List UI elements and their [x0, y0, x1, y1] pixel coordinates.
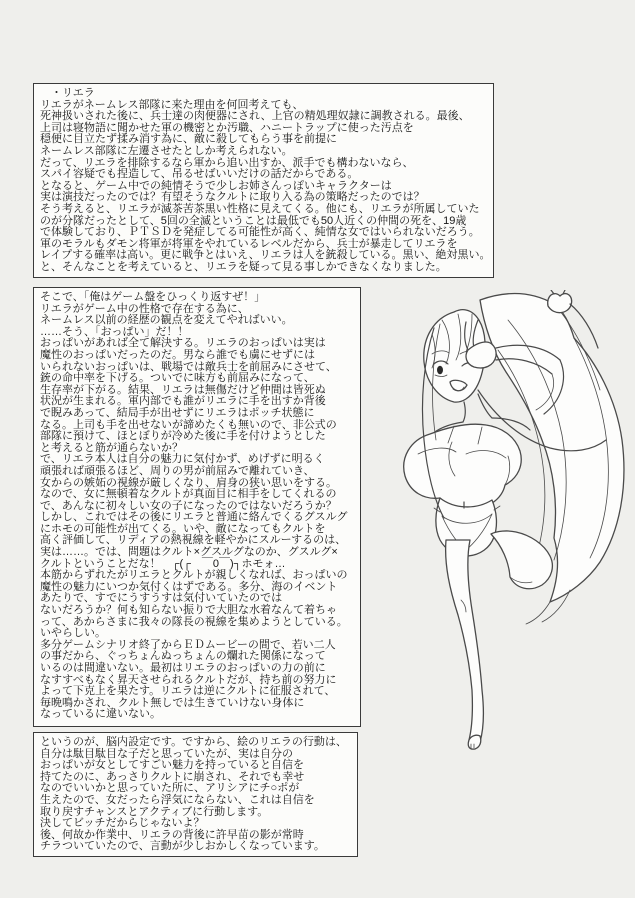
- text-line: 生存率が下がる。結果、リエラは無傷だけど仲間は皆死ぬ: [40, 383, 326, 396]
- text-line: 女からの嫉妬の視線が厳しくなり、肩身の狭い思いをする。: [40, 476, 337, 489]
- text-line: いるのは間違いない。最初はリエラのおっぱいの力の前に: [40, 662, 326, 674]
- text-line: 実は……。では、問題はクルト×グスルグなのか、グスルグ×: [40, 546, 338, 559]
- bikini-girl-drawing: [358, 290, 635, 750]
- text-line: 魔性の魅力にいつか気付くはずである。多分、海のイベント: [40, 580, 338, 593]
- text-line: 死神扱いされた後に、兵士達の肉便器にされ、上官の精処理奴隷に調教される。最後、: [40, 110, 470, 123]
- text-line: のが分隊だったとして、5回の全滅ということは最低でも50人近くの仲間の死を、19歳: [40, 214, 467, 227]
- text-line: 生えたので、女だったら浮気にならない、これは自信を: [40, 793, 315, 806]
- text-line: って、あからさまに我々の隊長の視線を集めようとしている。: [40, 615, 348, 628]
- text-line: 部隊に預けて、ほとぼりが冷めた後に手を付けようとした: [40, 430, 326, 443]
- text-line: おっぱいがあれば全て解決する。リエラのおっぱいは実は: [40, 337, 326, 350]
- text-line: 魔性のおっぱいだったのだ。男なら誰でも虜にせずには: [40, 348, 315, 361]
- text-line: リエラがゲーム中の性格で存在する為に、: [40, 302, 249, 315]
- text-block-oppai-theory: [33, 287, 361, 727]
- text-line: というのが、脳内設定です。ですから、絵のリエラの行動は、: [40, 736, 347, 748]
- text-line: スパイ容疑でも捏造して、吊るせばいいだけの話だからである。: [40, 168, 359, 181]
- text-line: なっているに違いない。: [40, 708, 161, 721]
- text-block-riela-intro: [33, 83, 494, 278]
- text-line: となると、ゲーム中での純情そうで少しお姉さんっぽいキャラクターは: [40, 179, 392, 192]
- text-line: なのでいいかと思っていた所に、アリシアにチ○ポが: [40, 782, 300, 795]
- text-line: 銃の命中率を下げる。ついでに味方も前屈みになって、: [40, 372, 315, 385]
- text-line: おっぱいが女としてすごい魅力を持っていると自信を: [40, 759, 304, 772]
- text-line: 後、何故か作業中、リエラの背後に許早苗の影が常時: [40, 828, 304, 841]
- riela-line-art-illustration: [358, 290, 635, 750]
- text-line: 穏便に目立たず揉み消す為に、敵に殺してもらう事を前提に: [40, 133, 337, 146]
- text-line: と、そんなことを考えていると、リエラを疑って見る事しかできなくなりました。: [40, 260, 447, 273]
- text-line: いられないおっぱいは、戦場では敵兵士を前屈みにさせて、: [40, 360, 337, 373]
- text-line: 上司は寝物語に聞かせた軍の機密とか汚職、ハニートラップに使った汚点を: [40, 121, 414, 134]
- text-line: そう考えると、リエラが滅茶苦茶黒い性格に見えてくる。他にも、リエラが所属していた: [40, 202, 480, 215]
- text-line: なすすべもなく昇天させられるクルトだが、持ち前の努力に: [40, 673, 337, 686]
- text-line: なので、女に無頓着なクルトが真面目に相手をしてくれるの: [40, 488, 337, 501]
- text-line: 高く評価して、リディアの熱視線を軽やかにスルーするのは、: [40, 534, 347, 547]
- text-line: で体験しており、ＰＴＳＤを発症してる可能性が高く、純情な女ではいられないだろう。: [40, 226, 480, 239]
- text-line: チラついていたので、言動が少しおかしくなっています。: [40, 840, 325, 853]
- text-line: あたりで、すでにうすうすは気付いていたのでは: [40, 592, 283, 605]
- text-line: と考えると筋が通らないか？: [40, 441, 183, 454]
- text-line: ネームレス部隊に左遷させたとしか考えられない。: [40, 144, 293, 157]
- text-line: いやらしい。: [40, 627, 106, 640]
- text-line: レイプする確率は高い。更に戦争とはいえ、リエラは人を銃殺している。黒い、絶対黒い。: [40, 249, 491, 262]
- text-line: 取り戻すチャンスとアクティブに行動します。: [40, 805, 269, 818]
- text-line: で、あんなに初々しい女の子になったのではないだろうか？: [40, 499, 337, 512]
- text-line: 頑張れば頑張るほど、周りの男が前屈みで離れていき、: [40, 464, 315, 477]
- text-line: で睨みあって、結局手が出せずにリエラはポッチ状態に: [40, 406, 315, 419]
- text-line: 本筋からずれたがリエラとクルトが親しくなれば、おっぱいの: [40, 569, 348, 582]
- text-block-afterword: [33, 732, 358, 857]
- text-line: にホモの可能性が出てくる。いや、敵になってもクルトを: [40, 522, 326, 535]
- text-line: 多分ゲームシナリオ終了からＥＤムービーの間で、若い二人: [40, 638, 336, 651]
- text-line: しかし、これではその後にリエラと普通に絡んでくるグスルグ: [40, 511, 348, 524]
- text-line: ・リエラ: [40, 87, 95, 99]
- text-line: クルトということだな！ ┌(┌ ￣0￣)┐ホモォ…: [40, 557, 286, 570]
- text-line: 決してビッチだからじゃないよ？: [40, 817, 205, 830]
- text-line: で、リエラ本人は自分の魅力に気付かず、めげずに明るく: [40, 453, 325, 466]
- text-line: ネームレス以前の経歴の観点を変えてやればいい。: [40, 314, 293, 327]
- text-line: 状況が生まれる。軍内部でも誰がリエラに手を出すか背後: [40, 395, 326, 408]
- text-line: だって、リエラを排除するなら軍から追い出すか、派手でも構わないなら、: [40, 156, 414, 169]
- text-line: 自分は駄目駄目な子だと思っていたが、実は自分の: [40, 747, 293, 760]
- text-line: 毎晩鳴かされ、クルト無しでは生きていけない身体に: [40, 696, 305, 709]
- text-line: そこで、「俺はゲーム盤をひっくり返すぜ！」: [40, 291, 266, 303]
- text-line: リエラがネームレス部隊に来た理由を何回考えても、: [40, 98, 304, 111]
- text-line: 軍のモラルもダモン将軍が将軍をやれているレベルだから、兵士が暴走してリエラを: [40, 237, 458, 250]
- text-line: 実は演技だったのでは？有望そうなクルトに取り入る為の策略だったのでは？: [40, 191, 425, 204]
- text-line: ないだろうか？何も知らない振りで大胆な水着なんて着ちゃ: [40, 604, 337, 617]
- text-line: の事だから、ぐっちょんぬっちょんの爛れた関係になって: [40, 650, 326, 663]
- text-line: よって下克上を果たす。リエラは逆にクルトに征服されて、: [40, 685, 336, 698]
- text-line: なる。上司も手を出せないが諦めたくも無いので、非公式の: [40, 418, 337, 431]
- text-line: ……そう、「おっぱい」だ！！: [40, 325, 189, 338]
- text-line: 持てたのに、あっさりクルトに崩され、それでも幸せ: [40, 770, 305, 783]
